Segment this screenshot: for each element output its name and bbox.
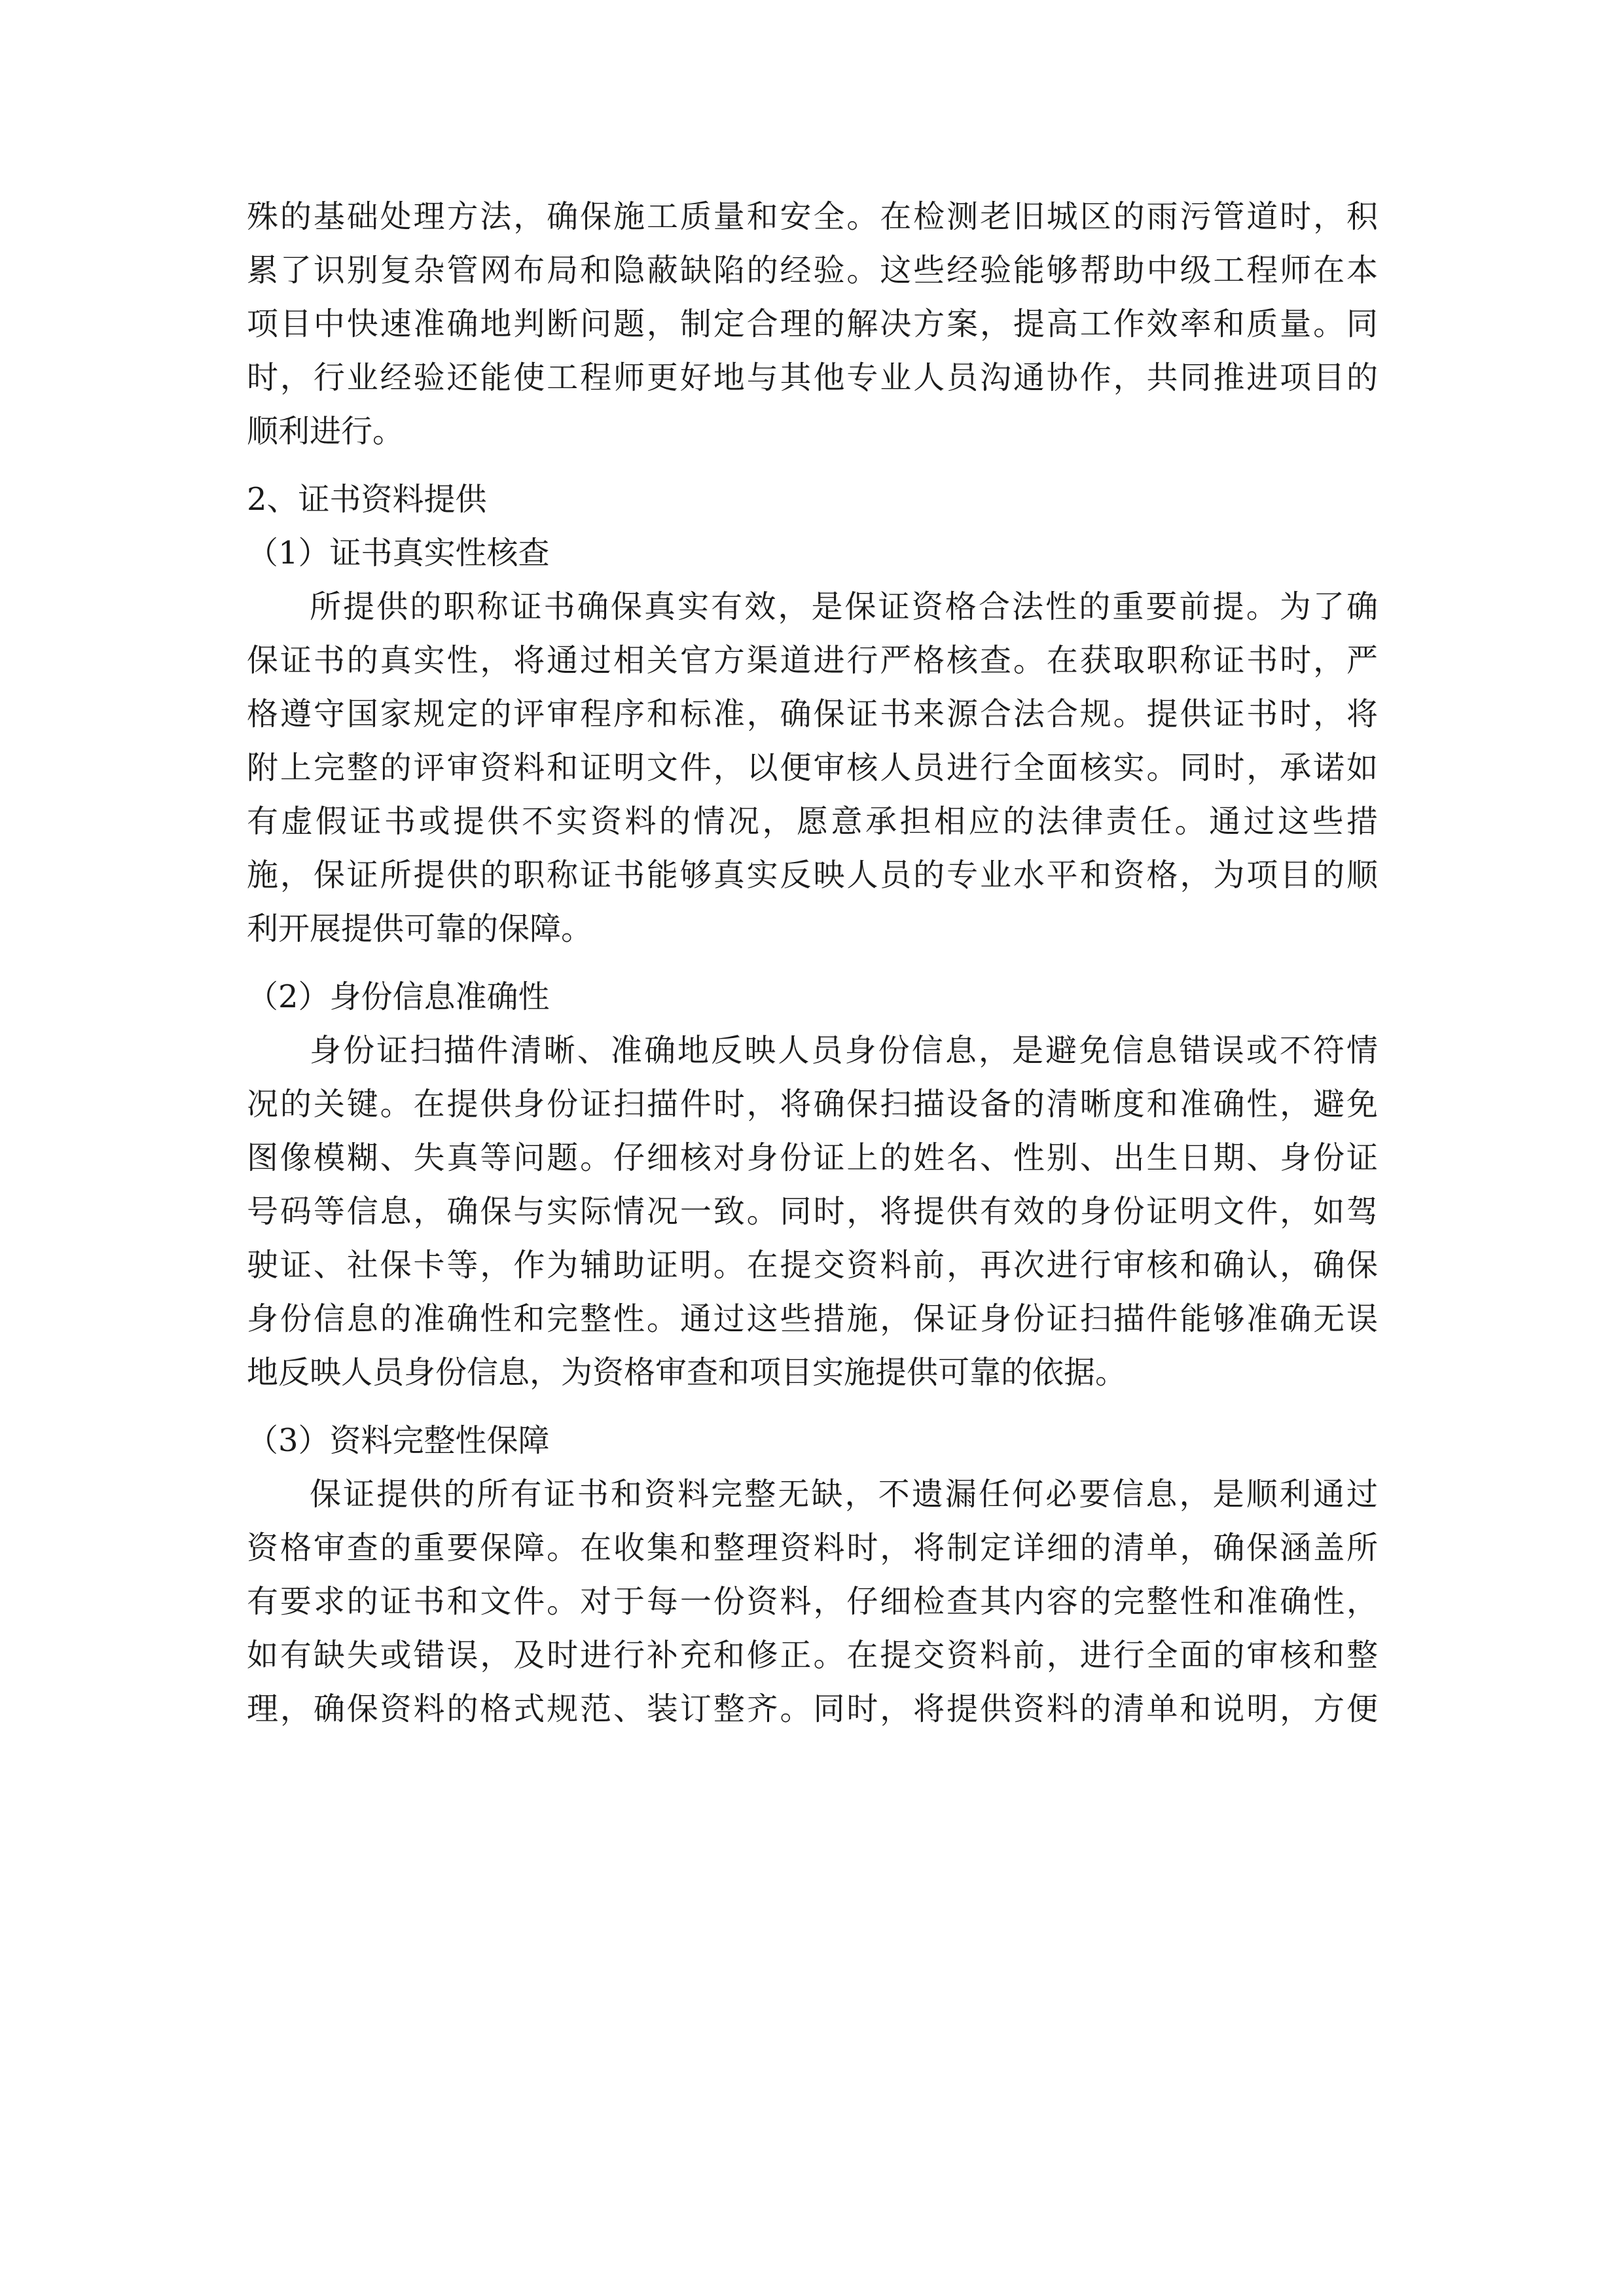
document-body [247,190,1378,1736]
text-line: 格遵守国家规定的评审程序和标准，确保证书来源合法合规。提供证书时，将 [247,696,1378,732]
section-heading: 2、证书资料提供 [247,481,487,518]
text-line: 有虚假证书或提供不实资料的情况，愿意承担相应的法律责任。通过这些措 [247,803,1378,840]
subsection-certificate-authenticity [247,526,1378,956]
text-line: 殊的基础处理方法，确保施工质量和安全。在检测老旧城区的雨污管道时，积 [247,198,1378,235]
text-line: 身份信息的准确性和完整性。通过这些措施，保证身份证扫描件能够准确无误 [247,1300,1378,1337]
text-line: 保证书的真实性，将通过相关官方渠道进行严格核查。在获取职称证书时，严 [247,642,1378,679]
subsection-material-completeness [247,1414,1378,1736]
text-line: 驶证、社保卡等，作为辅助证明。在提交资料前，再次进行审核和确认，确保 [247,1247,1378,1283]
text-line: 附上完整的评审资料和证明文件，以便审核人员进行全面核实。同时，承诺如 [247,749,1378,786]
text-line: 项目中快速准确地判断问题，制定合理的解决方案，提高工作效率和质量。同 [247,306,1378,342]
subsection-heading: （3）资料完整性保障 [247,1422,550,1459]
text-line: 身份证扫描件清晰、准确地反映人员身份信息，是避免信息错误或不符情 [310,1032,1378,1069]
text-line: 利开展提供可靠的保障。 [247,910,593,947]
subsection-heading: （2）身份信息准确性 [247,978,550,1015]
text-line: 地反映人员身份信息，为资格审查和项目实施提供可靠的依据。 [247,1354,1127,1391]
text-line: 时，行业经验还能使工程师更好地与其他专业人员沟通协作，共同推进项目的 [247,359,1378,396]
text-line: 所提供的职称证书确保真实有效，是保证资格合法性的重要前提。为了确 [310,588,1378,625]
text-line: 施，保证所提供的职称证书能够真实反映人员的专业水平和资格，为项目的顺 [247,857,1378,893]
text-line: 顺利进行。 [247,413,405,450]
text-line: 图像模糊、失真等问题。仔细核对身份证上的姓名、性别、出生日期、身份证 [247,1139,1378,1176]
text-line: 号码等信息，确保与实际情况一致。同时，将提供有效的身份证明文件，如驾 [247,1193,1378,1230]
paragraph-intro [247,190,1378,458]
spacer [247,1399,1378,1414]
subsection-heading: （1）证书真实性核查 [247,535,550,571]
text-line: 资格审查的重要保障。在收集和整理资料时，将制定详细的清单，确保涵盖所 [247,1530,1378,1566]
text-line: 有要求的证书和文件。对于每一份资料，仔细检查其内容的完整性和准确性， [247,1583,1378,1620]
subsection-identity-accuracy [247,970,1378,1399]
spacer [247,956,1378,970]
text-line: 如有缺失或错误，及时进行补充和修正。在提交资料前，进行全面的审核和整 [247,1637,1378,1674]
spacer [247,458,1378,473]
text-line: 保证提供的所有证书和资料完整无缺，不遗漏任何必要信息，是顺利通过 [310,1476,1378,1513]
text-line: 况的关键。在提供身份证扫描件时，将确保扫描设备的清晰度和准确性，避免 [247,1086,1378,1122]
text-line: 理，确保资料的格式规范、装订整齐。同时，将提供资料的清单和说明，方便 [247,1691,1378,1727]
text-line: 累了识别复杂管网布局和隐蔽缺陷的经验。这些经验能够帮助中级工程师在本 [247,252,1378,289]
